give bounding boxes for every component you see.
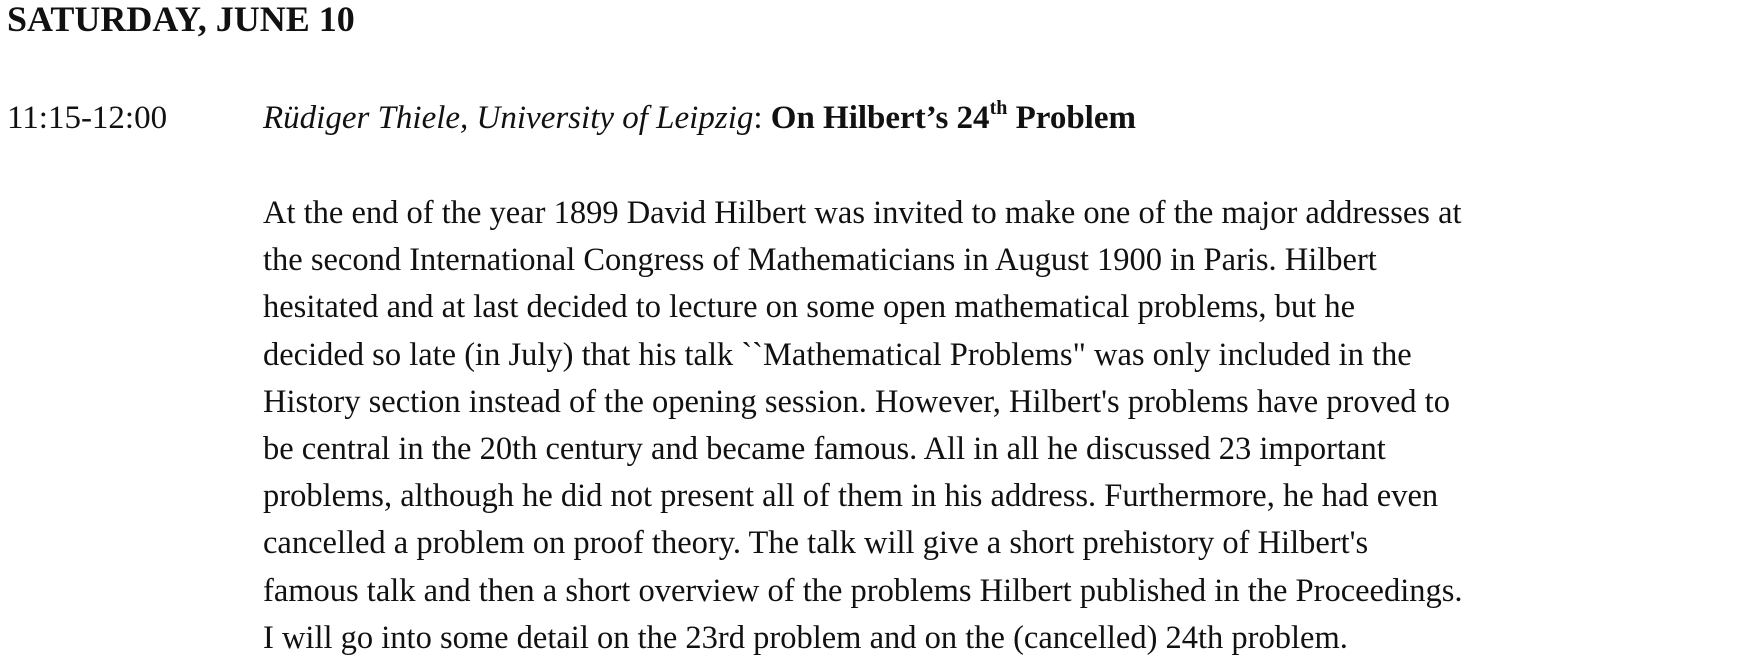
day-heading: SATURDAY, JUNE 10 <box>7 0 355 39</box>
talk-title-end: Problem <box>1007 100 1136 136</box>
talk-title <box>770 97 1136 136</box>
abstract-line: be central in the 20th century and became famous. All in all he discussed 23 important <box>263 431 1386 468</box>
talk-title-main: On Hilbert’s 24 <box>770 100 990 136</box>
abstract-line: famous talk and then a short overview of the problems Hilbert published in the Proceedings. <box>263 572 1463 609</box>
abstract-line: the second International Congress of Mathematicians in August 1900 in Paris. Hilbert <box>263 242 1377 279</box>
talk-abstract <box>263 190 1738 662</box>
abstract-line: I will go into some detail on the 23rd problem and on the (cancelled) 24th problem. <box>263 619 1348 656</box>
speaker-name: Rüdiger Thiele, University of Leipzig <box>263 100 754 136</box>
session-time: 11:15-12:00 <box>7 100 168 136</box>
session-title-line <box>263 98 1136 138</box>
abstract-line: problems, although he did not present all of them in his address. Furthermore, he had even <box>263 478 1439 515</box>
abstract-line: decided so late (in July) that his talk ``Mathematical Problems" was only included in the <box>263 336 1412 373</box>
abstract-line: History section instead of the opening session. However, Hilbert's problems have proved to <box>263 383 1450 420</box>
abstract-line: cancelled a problem on proof theory. The talk will give a short prehistory of Hilbert's <box>263 525 1369 562</box>
title-separator: : <box>753 100 763 136</box>
talk-title-superscript: th <box>989 97 1008 119</box>
abstract-line: hesitated and at last decided to lecture on some open mathematical problems, but he <box>263 289 1356 326</box>
abstract-line: At the end of the year 1899 David Hilbert was invited to make one of the major addresses at <box>263 195 1462 231</box>
